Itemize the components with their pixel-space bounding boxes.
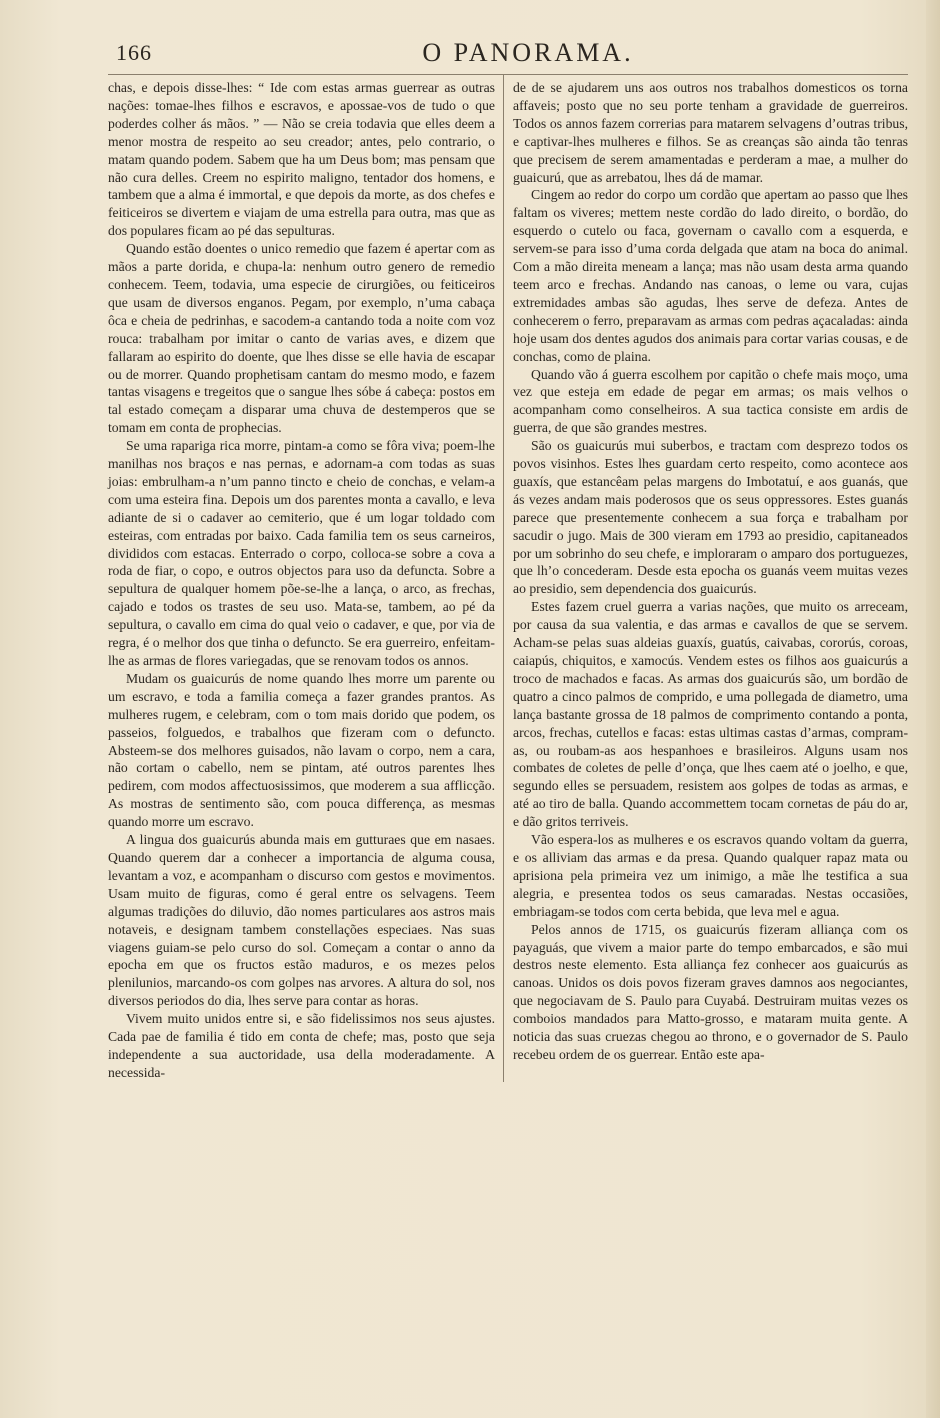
- paragraph: Mudam os guaicurús de nome quando lhes morre um parente ou um escravo, e toda a familia começa a fazer grandes prantos. As mulheres rugem, e celebram, com o tom mais dorido que podem, os passeios, folguedos, e trabalhos que fizeram com o defuncto. Absteem-se dos melhores guisados, não lavam o corpo, nem a cara, não cortam o cabello, nem se pintam, até outros parentes lhes pedirem, com modos affectuosissimos, que moderem a sua afflicção. As mostras de sentimento são, com pouca differença, as mesmas quando morre um escravo.: [108, 670, 495, 830]
- page-edge: [926, 0, 940, 1418]
- paragraph: Se uma rapariga rica morre, pintam-a como se fôra viva; poem-lhe manilhas nos braços e nas pernas, e adornam-a com todas as suas joias: embrulham-a n’um panno tincto e cheio de conchas, e velam-a com uma esteira fina. Depois um dos parentes monta a cavallo, e leva adiante de si o cadaver ao cemiterio, que é um logar toldado com esteiras, com entradas por baixo. Cada familia tem os seus carneiros, divididos com estacas. Enterrado o corpo, colloca-se sobre a cova a roda de fiar, o copo, e outros objectos para uso da defuncta. Sobre a sepultura de qualquer homem põe-se-lhe a lança, o arco, as frechas, cajado e todos os trastes de seu uso. Mata-se, tambem, ao pé da sepultura, o cavallo em cima do qual veio o cadaver, e que, por via de regra, é o melhor dos que tinha o defuncto. Se era guerreiro, enfeitam-lhe as armas de flores variegadas, que se renovam todos os annos.: [108, 438, 495, 668]
- page-header: [108, 34, 918, 74]
- paragraph: Pelos annos de 1715, os guaicurús fizeram alliança com os payaguás, que vivem a maior parte do tempo embarcados, e são mui destros neste elemento. Esta alliança fez conhecer aos guaicurús as canoas. Unidos os dois povos fizeram graves damnos aos negociantes, que negociavam de S. Paulo para Cuyabá. Destruiram muitas vezes os comboios mandados para Matto-grosso, e mataram muita gente. A noticia das suas cruezas chegou ao throno, e o governador de S. Paulo recebeu ordem de os guerrear. Então este apa-: [513, 921, 908, 1062]
- text-columns: [108, 74, 908, 1082]
- paragraph: Vão espera-los as mulheres e os escravos quando voltam da guerra, e os alliviam das armas e da presa. Quando qualquer rapaz mata ou aprisiona pela primeira vez um inimigo, a mãe lhe testifica a sua alegria, e presentea todos os seus camaradas. Nestas occasiões, embriagam-se todos com certa bebida, que leva mel e agua.: [513, 832, 908, 919]
- paragraph: Quando vão á guerra escolhem por capitão o chefe mais moço, uma vez que esteja em edade de pegar em armas; os mais velhos o acompanham como conselheiros. A sua tactica consiste em ardis de guerra, de que são grandes mestres.: [513, 366, 908, 436]
- paragraph: de de se ajudarem uns aos outros nos trabalhos domesticos os torna affaveis; posto que no seu porte tenham a gravidade de guerreiros. Todos os annos fazem correrias para matarem selvagens d’outras tribus, e captivar-lhes mulheres e filhos. Se as creanças são ainda tão tenras que precisem de serem amamentadas e perderam a mae, a mulher do guaicurú, que as arrebatou, lhes dá de mamar.: [513, 80, 908, 185]
- page-number: 166: [116, 40, 152, 65]
- left-column: [108, 75, 503, 1082]
- running-title: O PANORAMA.: [422, 38, 634, 67]
- paragraph: Vivem muito unidos entre si, e são fidelissimos nos seus ajustes. Cada pae de familia é tido em conta de chefe; mas, posto que seja independente a sua auctoridade, usa della moderadamente. A necessida-: [108, 1011, 495, 1080]
- paragraph: chas, e depois disse-lhes: “ Ide com estas armas guerrear as outras nações: tomae-lhes filhos e escravos, e apossae-vos de tudo o que poderdes colher ás mãos. ” — Não se creia todavia que elles deem a menor mostra de respeito ao seu creador; antes, pelo contrario, o matam quando podem. Sabem que ha um Deus bom; mas pensam que não cura delles. Creem no espirito maligno, tentador dos homens, e tambem que a alma é immortal, e que depois da morte, as dos chefes e feiticeiros se divertem e viajam de uma estrella para outra, mas que as dos populares ficam ao pé das sepulturas.: [108, 80, 495, 239]
- paragraph: Estes fazem cruel guerra a varias nações, que muito os arreceam, por causa da sua valentia, e das armas e cavallos de que se servem. Acham-se pelas suas aldeias guaxís, guatús, caivabas, cororús, coroas, caiapús, chiquitos, e xamocús. Vendem estes os filhos aos guaicurús a troco de machados e facas. As armas dos guaicurús são, um bordão de quatro a cinco palmos de comprido, e uma pollegada de diametro, uma lança bastante grossa de 18 palmos de comprimento contando a ponta, arcos, frechas, cutellos e facas: estas ultimas castas d’armas, compram-as, ou roubam-as aos hespanhoes e brasileiros. Alguns usam nos combates de coletes de pelle d’onça, que lhes caem até o joelho, e que, segundo elles se persuadem, resistem aos golpes de todas as armas, e até ao tiro de balla. Quando accommettem tocam cornetas de páu do ar, e dão gritos terriveis.: [513, 599, 908, 830]
- right-column: [503, 75, 908, 1082]
- paragraph: Quando estão doentes o unico remedio que fazem é apertar com as mãos a parte dorida, e chupa-la: nenhum outro genero de remedio conhecem. Teem, todavia, uma especie de cirurgiões, ou feiticeiros que usam de diversos enganos. Pegam, por exemplo, n’uma cabaça ôca e cheia de pedrinhas, e sacodem-a cantando toda a noite com voz rouca: trabalham por imitar o canto de varias aves, e dizem que fallaram ao espirito do doente, que lhes disse se elle havia de escapar ou de morrer. Quando prophetisam cantam do mesmo modo, e fazem tantas visagens e tregeitos que o sangue lhes sóbe á cabeça: postos em tal estado começam a disparar uma chuva de destemperos que se tomam em conta de prophecias.: [108, 241, 495, 436]
- paragraph: Cingem ao redor do corpo um cordão que apertam ao passo que lhes faltam os viveres; mettem neste cordão do lado direito, o bordão, do esquerdo o cutelo ou faca, governam o cavallo com a esquerda, e servem-se para isso d’uma corda delgada que atam na boca do animal. Com a mão direita meneam a lança; mas não usam desta arma quando teem arco e frechas. Andando nas canoas, o leme ou vara, cujas extremidades ambas são agudas, lhes serve de defeza. Antes de conhecerem o ferro, preparavam as armas com pedras açacaladas: ainda hoje usam dos dentes agudos dos animais para cortar varias cousas, e de conchas, como de plaina.: [513, 187, 908, 364]
- paragraph: A lingua dos guaicurús abunda mais em gutturaes que em nasaes. Quando querem dar a conhecer a importancia de alguma cousa, levantam a voz, e acompanham o discurso com gestos e movimentos. Usam muito de figuras, como é geral entre os selvagens. Teem algumas tradições do diluvio, dão nomes particulares aos astros mais notaveis, e designam tambem constellações especiaes. Nas suas viagens guiam-se pelo curso do sol. Começam a contar o anno da epocha em que os fructos estão maduros, e os mezes pelos plenilunios, marcando-os com golpes nas arvores. A altura do sol, nos diversos periodos do dia, lhes serve para contar as horas.: [108, 832, 495, 1009]
- paragraph: São os guaicurús mui suberbos, e tractam com desprezo todos os povos visinhos. Estes lhes guardam certo respeito, como acontece aos guaxís, que estancêam pelas margens do Imbotatuí, e aos guanás, que ás vezes andam mais poderosos que os seus oppressores. Estes guanás parece que presentemente conhecem a sua força e trabalham por sacudir o jugo. Mais de 300 vieram em 1793 ao presidio, capitaneados por um sobrinho do seu chefe, e imploraram o amparo dos portuguezes, que lh’o concederam. Desde esta epocha os guanás veem muitas vezes ao presidio, sem dependencia dos guaicurús.: [513, 438, 908, 597]
